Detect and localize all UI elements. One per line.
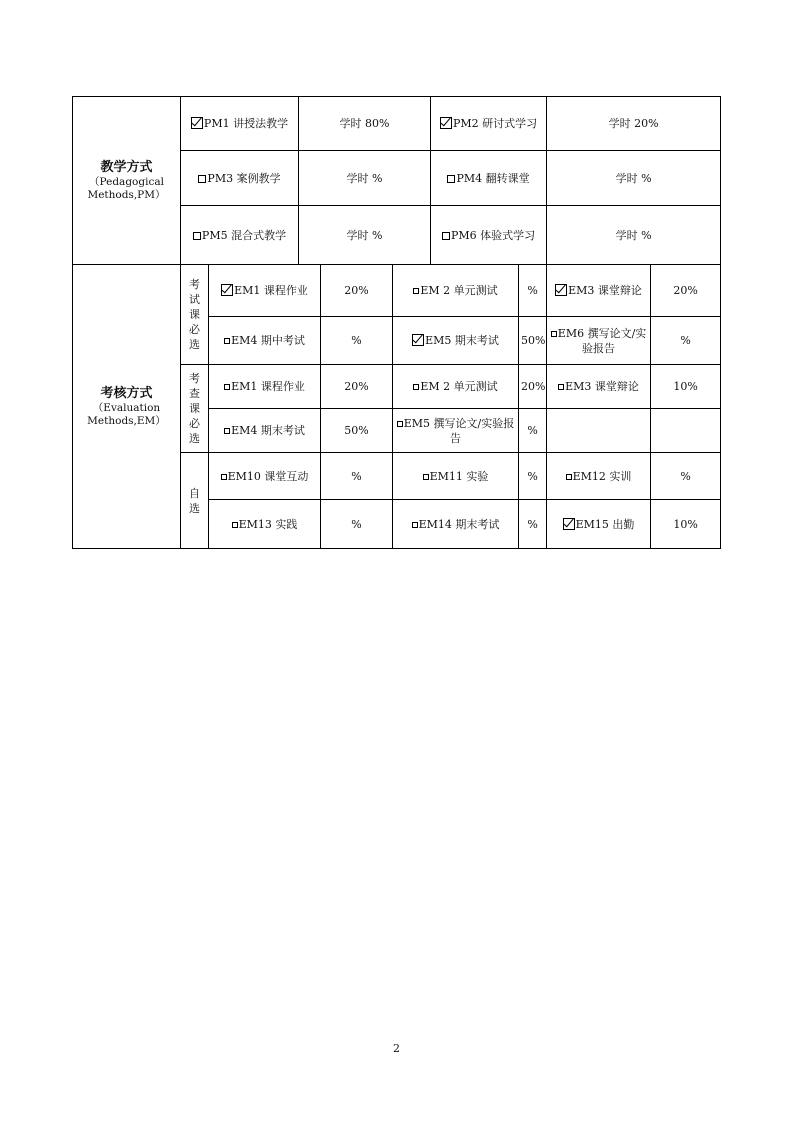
pm6-cell[interactable] <box>431 206 547 265</box>
em-item-label: EM5 期末考试 <box>425 334 499 347</box>
checkbox-checked-icon[interactable] <box>440 117 452 129</box>
group-label-char: 必 <box>189 417 200 430</box>
em-item-value: 10% <box>651 365 721 409</box>
em-item-cell[interactable] <box>209 317 321 365</box>
em-item-label: EM3 课堂辩论 <box>565 380 639 393</box>
em-item-value: % <box>321 453 393 500</box>
checkbox-icon[interactable] <box>413 384 419 390</box>
group-label-char: 必 <box>189 323 200 336</box>
pedagogical-category-cell <box>73 97 181 265</box>
group-label-char: 考 <box>189 278 200 291</box>
pm3-hours: 学时 % <box>299 151 431 206</box>
em-item-cell[interactable] <box>547 365 651 409</box>
em-item-value: % <box>519 500 547 549</box>
em-item-value: % <box>321 500 393 549</box>
em-item-cell[interactable] <box>209 500 321 549</box>
group-check-label <box>181 365 209 453</box>
checkbox-icon[interactable] <box>442 232 450 240</box>
group-label-char: 自 <box>189 486 200 500</box>
course-methods-table <box>72 96 721 549</box>
em-item-value: 20% <box>321 365 393 409</box>
em-item-label: EM10 课堂互动 <box>227 469 309 483</box>
group-elective-label <box>181 453 209 549</box>
em-item-value: 10% <box>651 500 721 549</box>
em-item-cell[interactable] <box>393 409 519 453</box>
checkbox-checked-icon[interactable] <box>563 518 575 530</box>
em-item-cell[interactable] <box>393 365 519 409</box>
em-item-label: EM13 实践 <box>238 517 298 531</box>
em-item-label: EM4 期中考试 <box>231 334 305 347</box>
pm2-cell[interactable] <box>431 97 547 151</box>
em-empty-value <box>651 409 721 453</box>
em-item-label: EM 2 单元测试 <box>420 380 498 393</box>
em-item-value: % <box>651 453 721 500</box>
em-item-value: 50% <box>321 409 393 453</box>
pedagogical-subtitle-line1: （Pedagogical <box>89 176 164 188</box>
pedagogical-subtitle-line2: Methods,PM） <box>87 189 166 201</box>
em-item-cell[interactable] <box>393 317 519 365</box>
pm1-hours: 学时 80% <box>299 97 431 151</box>
pm1-label: PM1 讲授法教学 <box>203 117 289 130</box>
checkbox-icon[interactable] <box>447 175 455 183</box>
page-number: 2 <box>393 1042 400 1055</box>
em-item-cell[interactable] <box>209 409 321 453</box>
pm4-label: PM4 翻转课堂 <box>456 171 530 185</box>
em-item-value: 20% <box>519 365 547 409</box>
checkbox-icon[interactable] <box>413 288 419 294</box>
em-item-cell[interactable] <box>209 365 321 409</box>
group-label-char: 查 <box>189 387 200 400</box>
checkbox-checked-icon[interactable] <box>412 334 424 346</box>
em-item-cell[interactable] <box>393 500 519 549</box>
em-item-cell[interactable] <box>547 265 651 317</box>
em-item-value: % <box>519 409 547 453</box>
em-item-value: 20% <box>321 265 393 317</box>
checkbox-icon[interactable] <box>198 175 206 183</box>
pm1-cell[interactable] <box>181 97 299 151</box>
evaluation-subtitle-line1: （Evaluation <box>92 402 161 414</box>
em-exam-row-1 <box>73 265 721 317</box>
em-item-value: % <box>519 265 547 317</box>
em-item-value: % <box>651 317 721 365</box>
em-item-label: EM 2 单元测试 <box>420 284 498 297</box>
group-label-char: 考 <box>189 372 200 385</box>
em-item-label: EM1 课程作业 <box>234 284 308 297</box>
em-item-label: EM12 实训 <box>572 469 632 483</box>
pm2-hours: 学时 20% <box>547 97 721 151</box>
group-label-char: 课 <box>189 308 200 321</box>
pm2-label: PM2 研讨式学习 <box>452 117 538 130</box>
em-item-value: 50% <box>519 317 547 365</box>
em-item-label: EM6 撰写论文/实验报告 <box>557 326 647 355</box>
em-item-label: EM15 出勤 <box>575 517 635 531</box>
em-item-value: % <box>519 453 547 500</box>
checkbox-icon[interactable] <box>193 232 201 240</box>
pm-row-1 <box>73 97 721 151</box>
em-item-label: EM5 撰写论文/实验报告 <box>403 416 515 445</box>
em-item-label: EM4 期末考试 <box>231 424 305 437</box>
evaluation-category-cell <box>73 265 181 549</box>
em-item-cell[interactable] <box>547 317 651 365</box>
em-item-cell[interactable] <box>209 265 321 317</box>
pedagogical-title: 教学方式 <box>100 160 153 175</box>
pm3-cell[interactable] <box>181 151 299 206</box>
pm5-cell[interactable] <box>181 206 299 265</box>
em-item-cell[interactable] <box>547 453 651 500</box>
em-item-value: % <box>321 317 393 365</box>
pm4-cell[interactable] <box>431 151 547 206</box>
group-label-char: 课 <box>189 402 200 415</box>
em-item-label: EM14 期末考试 <box>418 517 500 531</box>
checkbox-icon[interactable] <box>224 338 230 344</box>
pm5-hours: 学时 % <box>299 206 431 265</box>
checkbox-checked-icon[interactable] <box>555 284 567 296</box>
em-item-label: EM3 课堂辩论 <box>568 284 642 297</box>
em-item-label: EM1 课程作业 <box>231 380 305 393</box>
em-item-cell[interactable] <box>393 265 519 317</box>
em-empty-cell <box>547 409 651 453</box>
group-label-char: 选 <box>189 338 200 351</box>
pm5-label: PM5 混合式教学 <box>201 228 287 242</box>
checkbox-icon[interactable] <box>412 522 418 528</box>
evaluation-subtitle-line2: Methods,EM） <box>87 415 166 427</box>
pm6-label: PM6 体验式学习 <box>450 228 536 242</box>
checkbox-icon[interactable] <box>221 474 227 480</box>
checkbox-checked-icon[interactable] <box>221 284 233 296</box>
pm3-label: PM3 案例教学 <box>207 171 281 185</box>
em-item-cell[interactable] <box>393 453 519 500</box>
em-item-value: 20% <box>651 265 721 317</box>
em-item-cell[interactable] <box>547 500 651 549</box>
checkbox-icon[interactable] <box>397 421 403 427</box>
checkbox-icon[interactable] <box>558 384 564 390</box>
checkbox-icon[interactable] <box>224 428 230 434</box>
checkbox-icon[interactable] <box>423 474 429 480</box>
em-item-label: EM11 实验 <box>429 469 489 483</box>
group-exam-label <box>181 265 209 365</box>
group-label-char: 选 <box>189 501 200 515</box>
evaluation-title: 考核方式 <box>100 386 153 401</box>
checkbox-checked-icon[interactable] <box>191 117 203 129</box>
em-item-cell[interactable] <box>209 453 321 500</box>
pm4-hours: 学时 % <box>547 151 721 206</box>
checkbox-icon[interactable] <box>224 384 230 390</box>
group-label-char: 试 <box>189 293 200 306</box>
checkbox-icon[interactable] <box>566 474 572 480</box>
group-label-char: 选 <box>189 432 200 445</box>
pm6-hours: 学时 % <box>547 206 721 265</box>
checkbox-icon[interactable] <box>551 331 557 337</box>
checkbox-icon[interactable] <box>232 522 238 528</box>
